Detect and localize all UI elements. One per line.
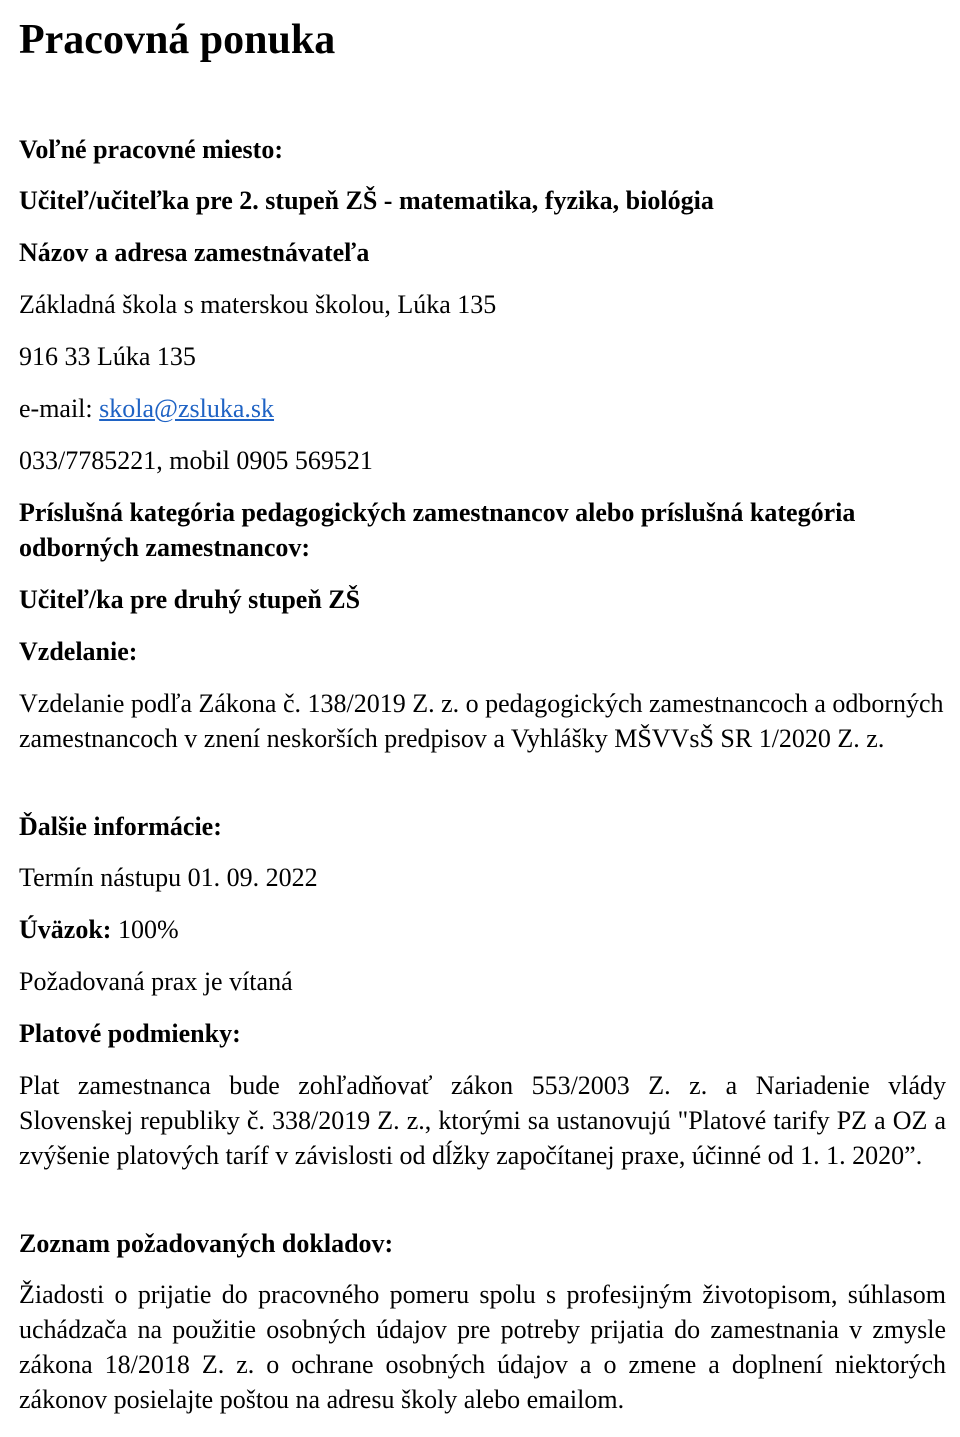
documents-heading: Zoznam požadovaných dokladov: — [19, 1229, 394, 1258]
employer-email-row — [19, 391, 274, 427]
employer-phone: 033/7785221, mobil 0905 569521 — [19, 446, 373, 475]
email-link[interactable]: skola@zsluka.sk — [99, 394, 275, 423]
salary-text: Plat zamestnanca bude zohľadňovať zákon 553/2003 Z. z. a Nariadenie vlády Slovenskej republiky č. 338/2019 Z. z., ktorými sa ustanovujú "Platové tarify PZ a OZ a zvýšenie platových taríf v závislosti od dĺžky započítanej praxe, účinné od 1. 1. 2020”. — [19, 1071, 946, 1170]
category-value: Učiteľ/ka pre druhý stupeň ZŠ — [19, 585, 361, 614]
education-heading: Vzdelanie: — [19, 637, 138, 666]
employer-heading: Názov a adresa zamestnávateľa — [19, 238, 370, 267]
documents-text: Žiadosti o prijatie do pracovného pomeru spolu s profesijným životopisom, súhlasom uchádzača na použitie osobných údajov pre potreby prijatia do zamestnania v zmysle zákona 18/2018 Z. z. o ochrane osobných údajov a o zmene a doplnení niektorých zákonov posielajte poštou na adresu školy alebo emailom. — [19, 1280, 946, 1414]
employer-name: Základná škola s materskou školou, Lúka 135 — [19, 290, 497, 319]
salary-heading: Platové podmienky: — [19, 1019, 241, 1048]
vacancy-position: Učiteľ/učiteľka pre 2. stupeň ZŠ - matematika, fyzika, biológia — [19, 186, 714, 215]
workload-value: 100% — [111, 915, 179, 944]
start-date: Termín nástupu 01. 09. 2022 — [19, 863, 318, 892]
vacancy-heading: Voľné pracovné miesto: — [19, 135, 283, 164]
email-label: e-mail: — [19, 394, 100, 423]
category-heading: Príslušná kategória pedagogických zamestnancov alebo príslušná kategória odborných zamestnancov: — [19, 498, 856, 562]
education-text: Vzdelanie podľa Zákona č. 138/2019 Z. z. o pedagogických zamestnancoch a odborných zamestnancoch v znení neskorších predpisov a Vyhlášky MŠVVsŠ SR 1/2020 Z. z. — [19, 689, 944, 753]
info-heading: Ďalšie informácie: — [19, 812, 222, 841]
employer-address: 916 33 Lúka 135 — [19, 342, 196, 371]
workload — [19, 912, 179, 948]
page-title: Pracovná ponuka — [19, 17, 336, 63]
workload-label: Úväzok: — [19, 915, 112, 944]
practice-note: Požadovaná prax je vítaná — [19, 967, 293, 996]
